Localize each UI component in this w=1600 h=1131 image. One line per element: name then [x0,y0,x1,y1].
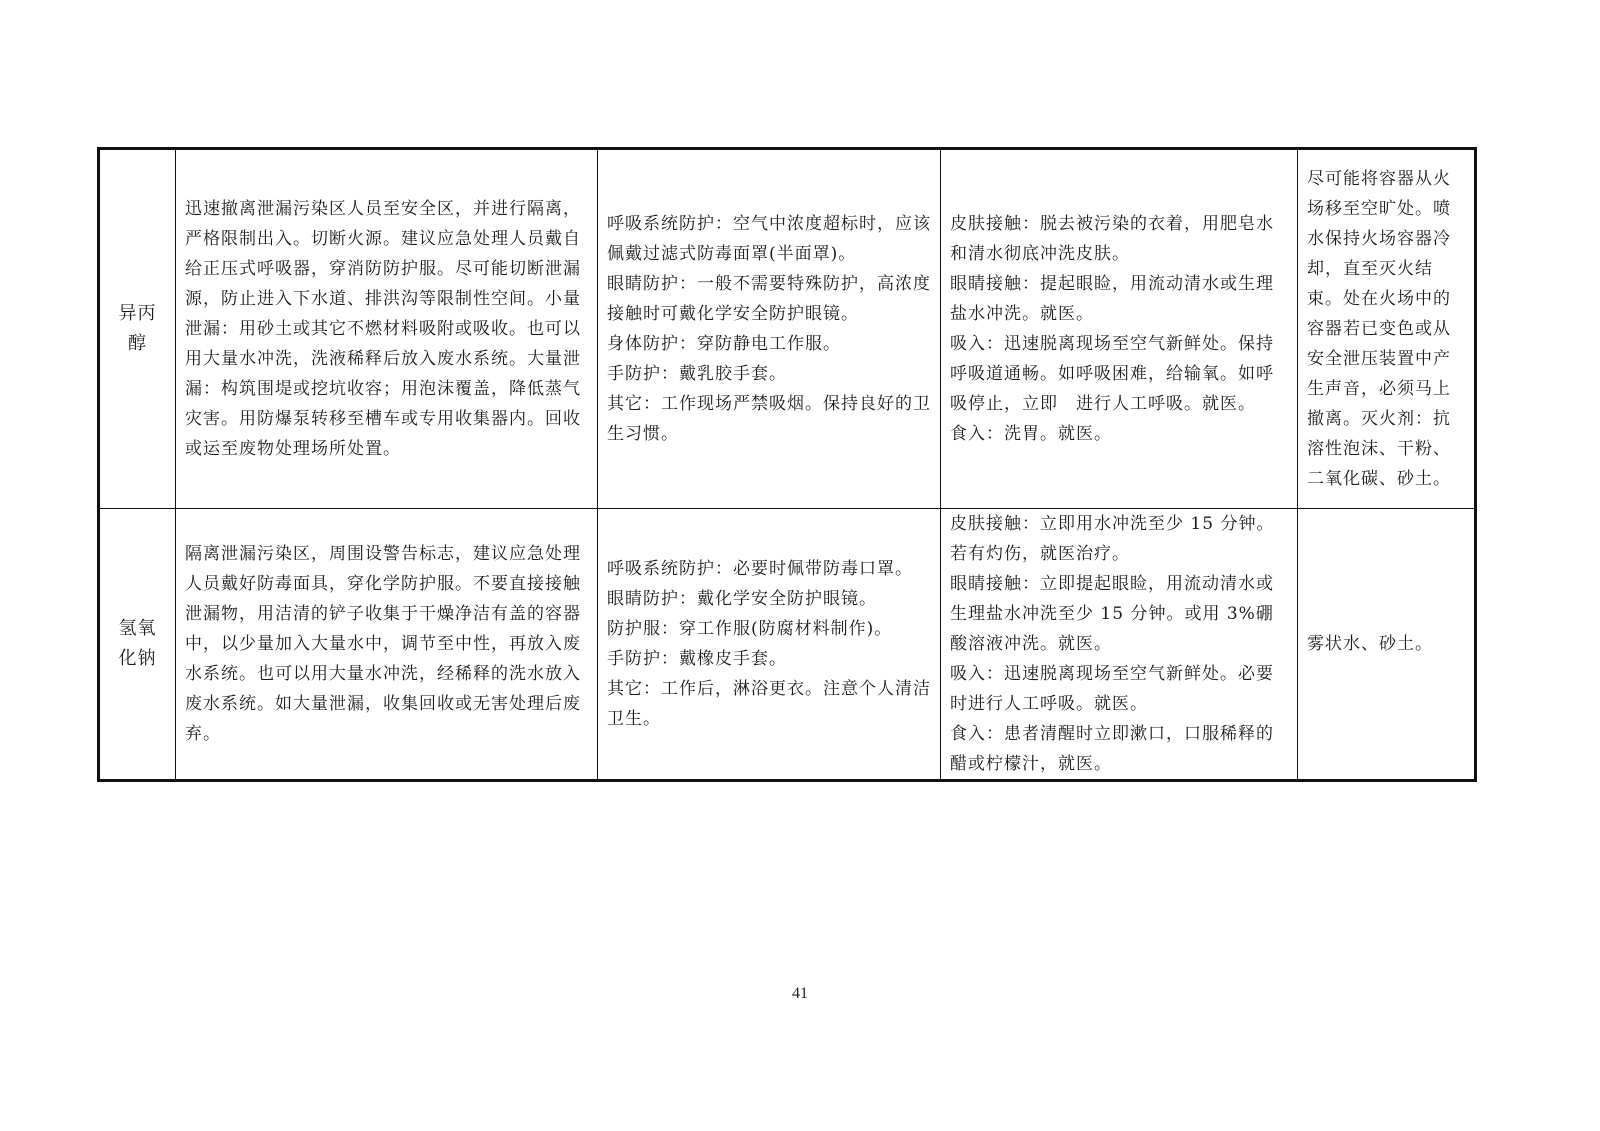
protection-line: 眼睛防护：一般不需要特殊防护，高浓度接触时可戴化学安全防护眼镜。 [607,274,931,324]
protection-cell [598,149,941,509]
protection-line: 防护服：穿工作服(防腐材料制作)。 [607,619,893,639]
chemical-safety-table [97,147,1477,782]
page-number: 41 [792,985,808,1002]
protection-cell [598,509,941,781]
fire-fighting-cell: 雾状水、砂土。 [1298,509,1476,781]
protection-line: 手防护：戴橡皮手套。 [607,649,787,669]
chemical-name-cell: 异丙醇 [99,149,176,509]
protection-line: 呼吸系统防护：空气中浓度超标时，应该佩戴过滤式防毒面罩(半面罩)。 [607,214,931,264]
first-aid-line: 食入：患者清醒时立即漱口，口服稀释的醋或柠檬汁，就医。 [950,724,1274,774]
chemical-name-cell: 氢氧化钠 [99,509,176,781]
first-aid-line: 皮肤接触：脱去被污染的衣着，用肥皂水和清水彻底冲洗皮肤。 [950,214,1274,264]
first-aid-line: 皮肤接触：立即用水冲洗至少 15 分钟。若有灼伤，就医治疗。 [950,514,1275,564]
protection-line: 呼吸系统防护：必要时佩带防毒口罩。 [607,559,913,579]
table-row [99,149,1476,509]
first-aid-line: 食入：洗胃。就医。 [950,424,1112,444]
protection-line: 手防护：戴乳胶手套。 [607,364,787,384]
first-aid-line: 吸入：迅速脱离现场至空气新鲜处。必要时进行人工呼吸。就医。 [950,664,1274,714]
leak-handling-cell: 迅速撤离泄漏污染区人员至安全区，并进行隔离，严格限制出入。切断火源。建议应急处理人员戴自给正压式呼吸器，穿消防防护服。尽可能切断泄漏源，防止进入下水道、排洪沟等限制性空间。小量泄漏：用砂土或其它不燃材料吸附或吸收。也可以用大量水冲洗，洗液稀释后放入废水系统。大量泄漏：构筑围堤或挖坑收容；用泡沫覆盖，降低蒸气灾害。用防爆泵转移至槽车或专用收集器内。回收或运至废物处理场所处置。 [176,149,598,509]
protection-line: 身体防护：穿防静电工作服。 [607,334,841,354]
protection-line: 其它：工作现场严禁吸烟。保持良好的卫生习惯。 [607,394,931,444]
first-aid-line: 眼睛接触：提起眼睑，用流动清水或生理盐水冲洗。就医。 [950,274,1274,324]
leak-handling-cell: 隔离泄漏污染区，周围设警告标志，建议应急处理人员戴好防毒面具，穿化学防护服。不要直接接触泄漏物，用洁清的铲子收集于干燥净洁有盖的容器中，以少量加入大量水中，调节至中性，再放入废水系统。也可以用大量水冲洗，经稀释的洗水放入废水系统。如大量泄漏，收集回收或无害处理后废弃。 [176,509,598,781]
fire-fighting-cell: 尽可能将容器从火场移至空旷处。喷水保持火场容器冷却，直至灭火结束。处在火场中的容器若已变色或从安全泄压装置中产生声音，必须马上撤离。灭火剂：抗溶性泡沫、干粉、二氧化碳、砂土。 [1298,149,1476,509]
protection-line: 其它：工作后，淋浴更衣。注意个人清洁卫生。 [607,679,931,729]
first-aid-line: 吸入：迅速脱离现场至空气新鲜处。保持呼吸道通畅。如呼吸困难，给输氧。如呼吸停止，立即 进行人工呼吸。就医。 [950,334,1274,414]
first-aid-cell [941,149,1298,509]
table-row [99,509,1476,781]
first-aid-cell [941,509,1298,781]
first-aid-line: 眼睛接触：立即提起眼睑，用流动清水或生理盐水冲洗至少 15 分钟。或用 3%硼酸溶液冲洗。就医。 [950,574,1274,654]
protection-line: 眼睛防护：戴化学安全防护眼镜。 [607,589,877,609]
